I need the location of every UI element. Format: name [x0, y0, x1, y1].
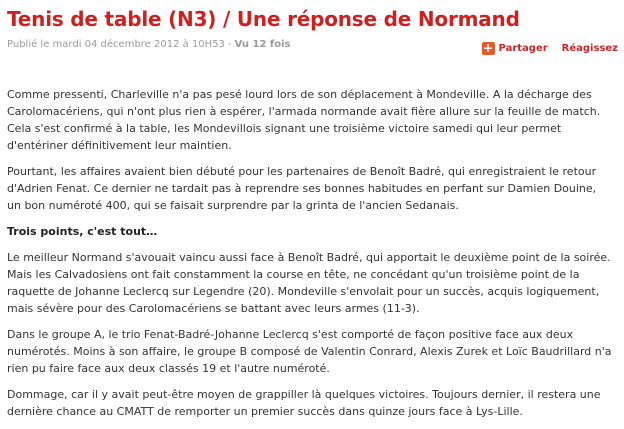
share-button[interactable] [482, 42, 548, 55]
react-link[interactable]: Réagissez [561, 43, 618, 54]
article-paragraph: Comme pressenti, Charleville n'a pas pesé lourd lors de son déplacement à Mondeville. A la décharge des Carolomacériens, qui n'ont plus rien à espérer, l'armada normande avait fière allure sur la feuille de match. Cela s'est confirmé à la table, les Mondevillois signant une troisième victoire samedi qui leur permet d'entériner définitivement leur maintien. [7, 88, 601, 152]
article-paragraph: Dans le groupe A, le trio Fenat-Badré-Johanne Leclercq s'est comporté de façon positive face aux deux numérotés. Moins à son affaire, le groupe B composé de Valentin Conrard, Alexis Zurek et Loïc Baudrillard n'a rien pu faire face aux deux classés 19 et l'autre numéroté. [7, 328, 612, 375]
article-meta [7, 38, 291, 52]
article-paragraph: Pourtant, les affaires avaient bien débuté pour les partenaires de Benoît Badré, qui enregistraient le retour d'Adrien Fenat. Ce dernier ne tardait pas à reprendre ses bonnes habitudes en perfant sur Damien Douine, un bon numéroté 400, qui se faisait surprendre par la grinta de l'ancien Sedanais. [7, 165, 597, 212]
meta-separator: - [227, 39, 232, 50]
article-title: Tenis de table (N3) / Une réponse de Normand [7, 7, 520, 31]
view-count: Vu 12 fois [234, 39, 291, 50]
article-paragraph: Le meilleur Normand s'avouait vaincu aussi face à Benoît Badré, qui apportait le deuxième point de la soirée. Mais les Calvadosiens ont fait constamment la course en tête, ne concédant qu'un troisième point de la raquette de Johanne Leclercq sur Legendre (20). Mondeville s'envolait pour un succès, acquis logiquement, mais sévère pour des Carolomacériens se battant avec leurs armes (11-3). [7, 251, 611, 315]
share-label: Partager [498, 43, 548, 54]
article-subheading: Trois points, c'est tout… [7, 225, 158, 238]
article-body [7, 86, 613, 429]
plus-icon: + [483, 41, 494, 55]
publish-date: Publié le mardi 04 décembre 2012 à 10H53 [7, 39, 225, 50]
article-paragraph: Dommage, car il y avait peut-être moyen de grappiller là quelques victoires. Toujours dernier, il restera une dernière chance au CMATT de remporter un premier succès dans quinze jours face à Lys-Lille. [7, 388, 601, 418]
article-actions [482, 42, 618, 55]
